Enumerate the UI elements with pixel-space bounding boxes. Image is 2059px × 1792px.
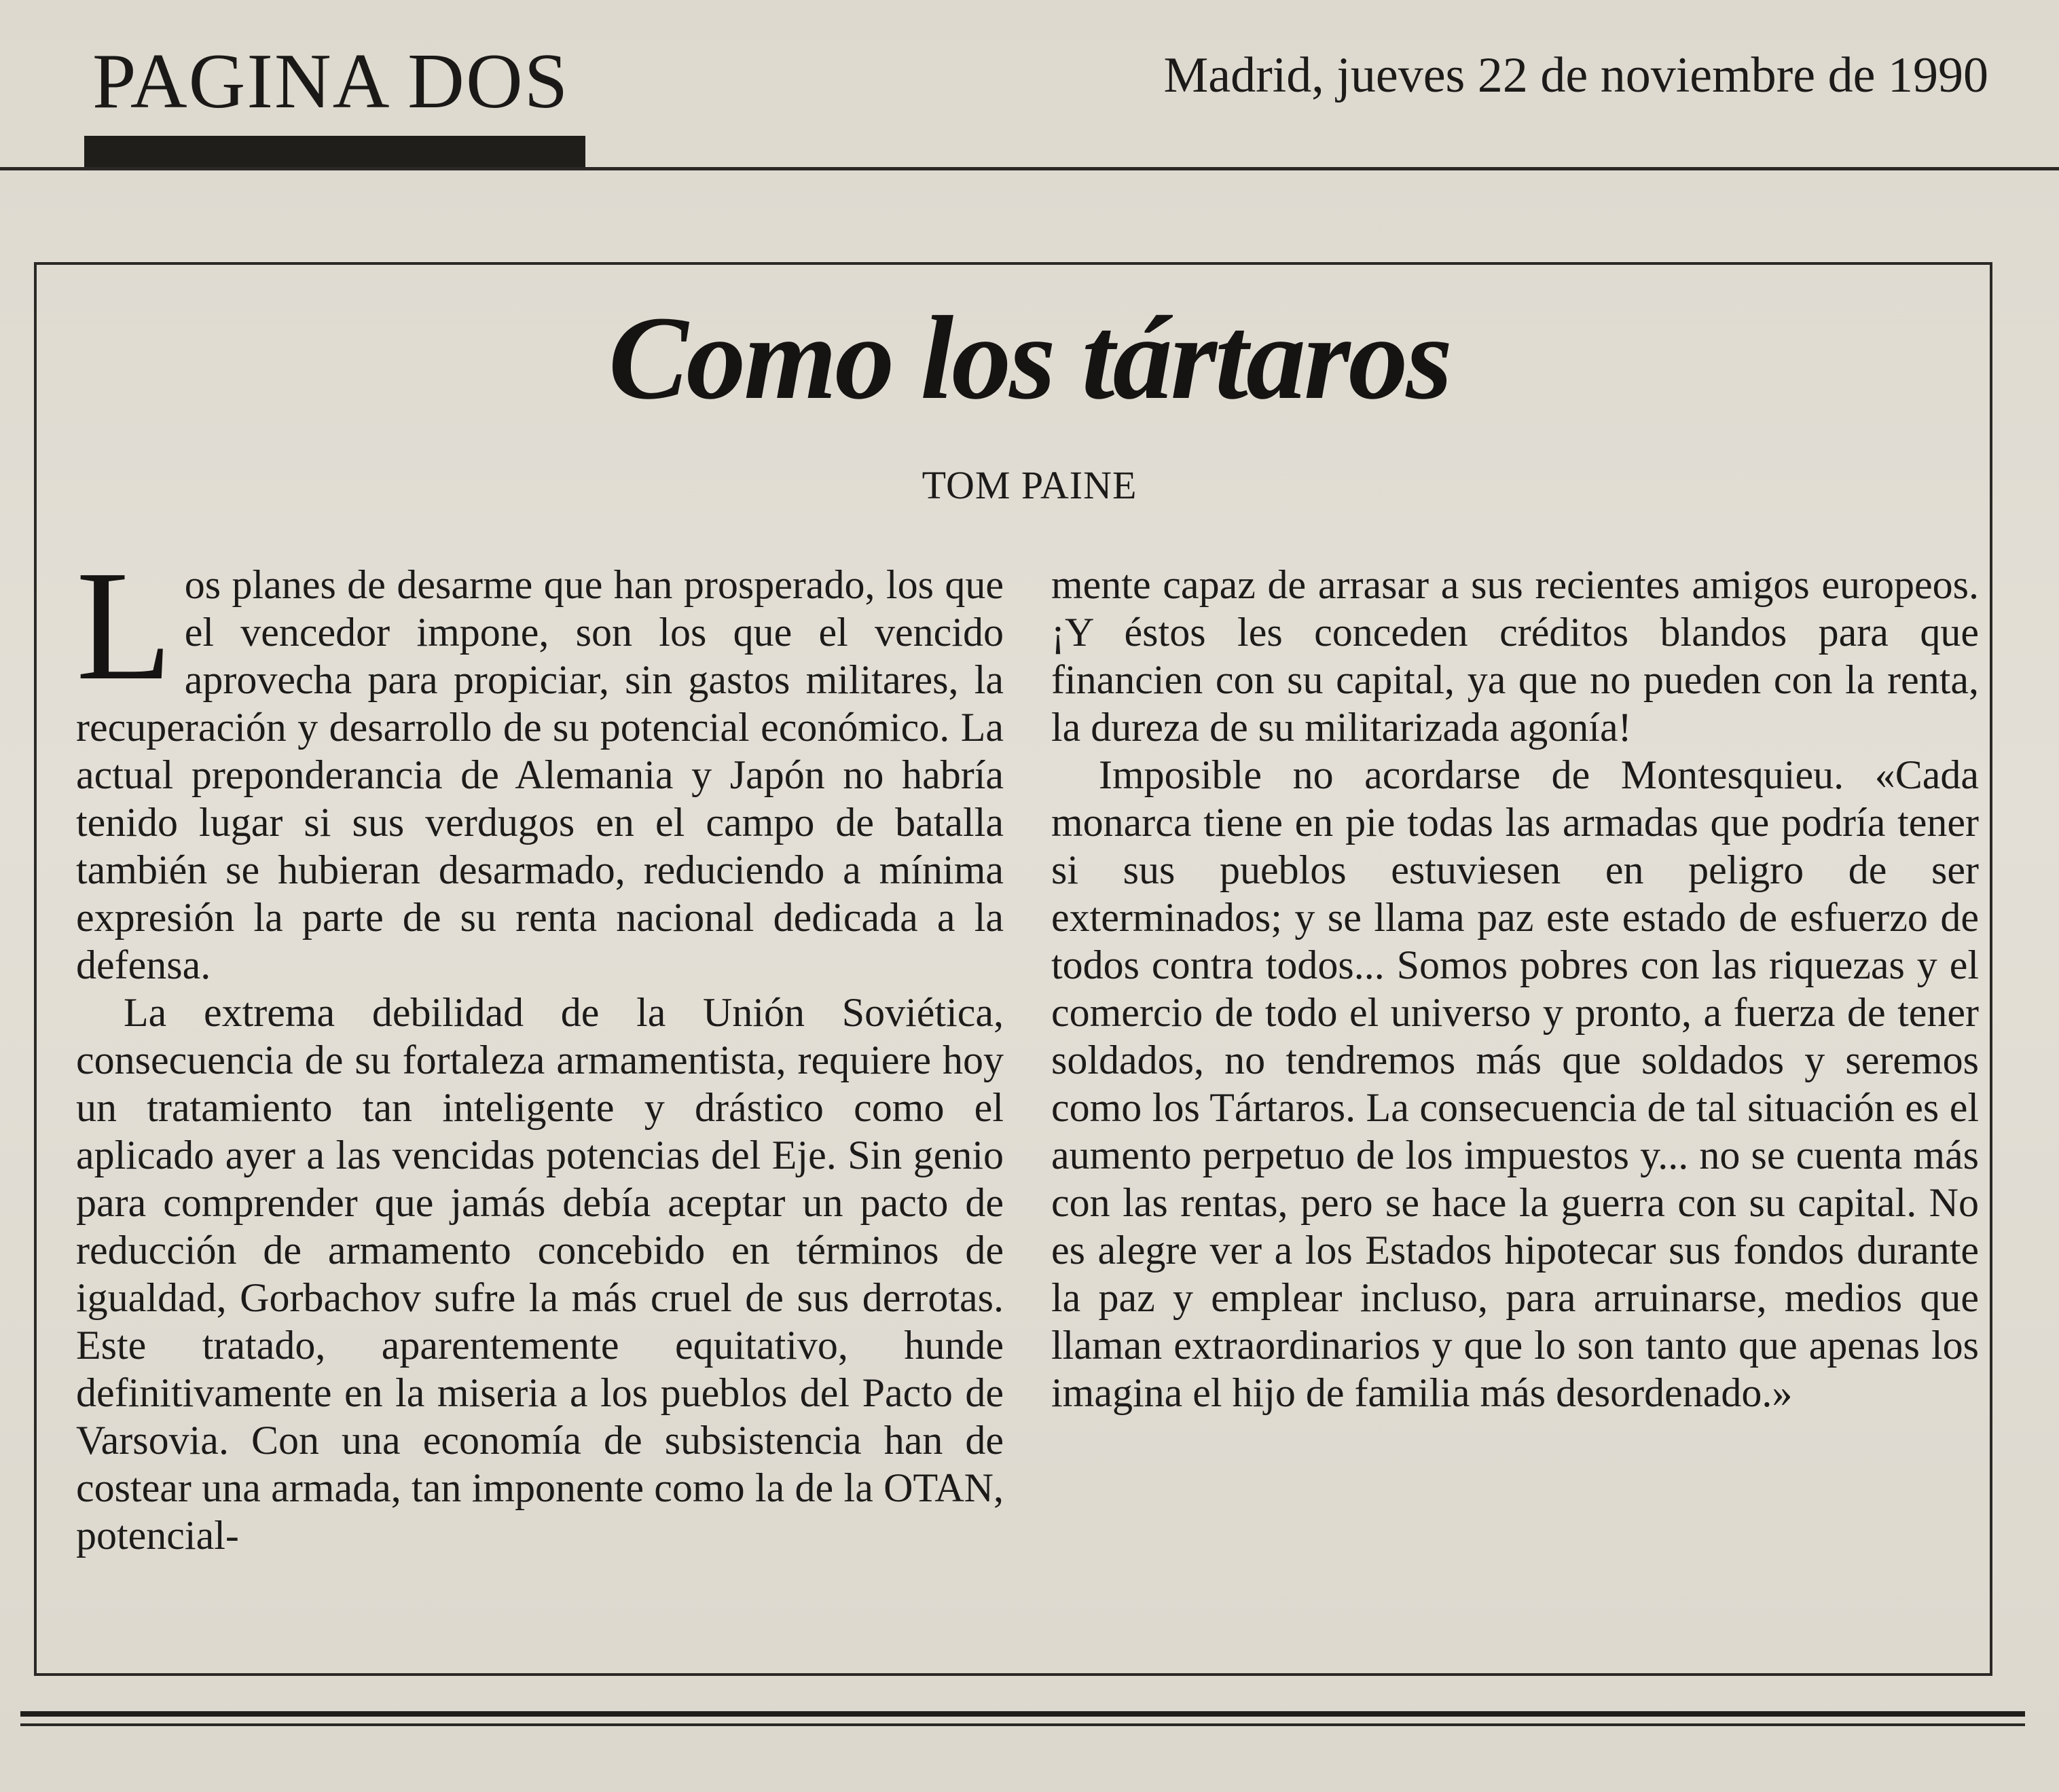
drop-cap: L xyxy=(76,538,172,713)
article-paragraph-2: La extrema debilidad de la Unión Soviética, consecuencia de su fortaleza armamentista, requiere hoy un tratamiento tan inteligente y drástico como el aplicado ayer a las vencidas potencias del Eje. Sin genio para comprender que jamás debía aceptar un pacto de reducción de armamento concebido en términos de igualdad, Gorbachov sufre la más cruel de sus derrotas. Este tratado, aparentemente equitativo, hunde definitivamente en la miseria a los pueblos del Pacto de Varsovia. Con una economía de subsistencia han de costear una armada, tan imponente como la de la OTAN, potencial- xyxy=(76,990,1004,1558)
article-paragraph-3: Imposible no acordarse de Montesquieu. «Cada monarca tiene en pie todas las armadas que podría tener si sus pueblos estuviesen en peligro de ser exterminados; y se llama paz este estado de esfuerzo de todos contra todos... Somos pobres con las riquezas y el comercio de todo el universo y pronto, a fuerza de tener soldados, no tendremos más que soldados y seremos como los Tártaros. La consecuencia de tal situación es el aumento perpetuo de los impuestos y... no se cuenta más con las rentas, pero se hace la guerra con su capital. No es alegre ver a los Estados hipotecar sus fondos durante la paz y emplear incluso, para arruinarse, medios que llaman extraordinarios y que lo son tanto que apenas los imagina el hijo de familia más desordenado.» xyxy=(1051,752,1979,1415)
bottom-rule-thin xyxy=(20,1723,2025,1726)
section-bar xyxy=(84,136,585,167)
article-column-left xyxy=(76,538,1004,1559)
dateline: Madrid, jueves 22 de noviembre de 1990 xyxy=(1163,48,1988,103)
paragraph-1-text: os planes de desarme que han prosperado, los que el vencedor impone, son los que el vencido aprovecha para propiciar, sin gastos militares, la recuperación y desarrollo de su potencial económico. La actual preponderancia de Alemania y Japón no habría tenido lugar si sus verdugos en el campo de batalla también se hubieran desarmado, reduciendo a mínima expresión la parte de su renta nacional dedicada a la defensa. xyxy=(76,562,1004,987)
article-paragraph-1 xyxy=(76,538,1004,989)
article-title: Como los tártaros xyxy=(608,292,1451,424)
article-paragraph-2-continued: mente capaz de arrasar a sus recientes amigos europeos. ¡Y éstos les conceden créditos blandos para que financien con su capital, ya que no pueden con la renta, la dureza de su militarizada agonía! xyxy=(1051,562,1979,750)
article-column-right xyxy=(1051,561,1979,1416)
bottom-rule-thick xyxy=(20,1711,2025,1717)
section-label: PAGINA DOS xyxy=(92,38,570,125)
header-rule xyxy=(0,167,2059,170)
article-byline: TOM PAINE xyxy=(922,463,1137,507)
